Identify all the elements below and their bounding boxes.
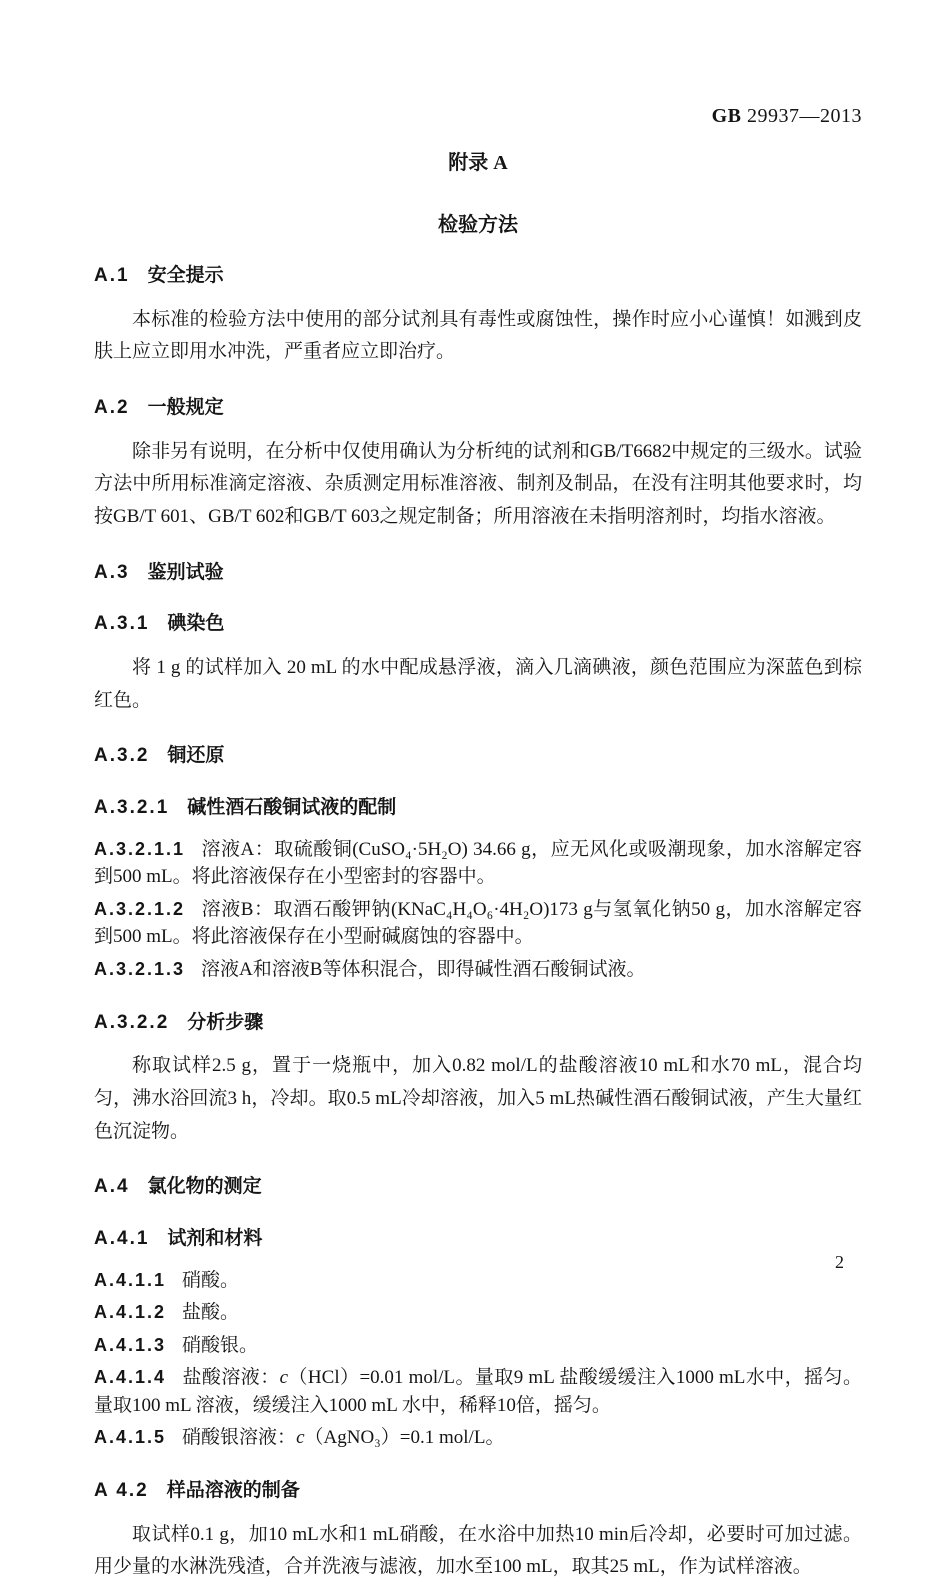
clause-a-3-2-1-2 — [94, 896, 862, 951]
heading-a-3 — [94, 561, 862, 586]
heading-title: 样品溶液的制备 — [166, 1479, 300, 1501]
clause-text: 溶液B：取酒石酸钾钠(KNaC₄H₄O₆·4H₂O)173 g与氢氧化钠50 g，加水溶解定容到500 mL。将此溶液保存在小型耐碱腐蚀的容器中。 — [94, 898, 862, 948]
paragraph-sample-preparation: 取试样0.1 g，加10 mL水和1 mL硝酸，在水浴中加热10 min后冷却，必要时可加过滤。用少量的水淋洗残渣，合并洗液与滤液，加水至100 mL，取其25 mL，作为试样溶液。 — [94, 1523, 862, 1578]
heading-a-2 — [94, 396, 862, 421]
heading-a-3-2 — [94, 744, 862, 769]
heading-title: 分析步骤 — [187, 1011, 264, 1033]
paragraph-safety: 本标准的检验方法中使用的部分试剂具有毒性或腐蚀性，操作时应小心谨慎！如溅到皮肤上应立即用水冲洗，严重者应立即治疗。 — [94, 308, 862, 363]
heading-number: A.3.2.2 — [94, 1011, 170, 1033]
clause-number: A.3.2.1.2 — [94, 898, 186, 919]
clause-number: A.3.2.1.1 — [94, 838, 186, 859]
clause-number: A.4.1.2 — [94, 1302, 167, 1323]
heading-a-4 — [94, 1175, 862, 1200]
standard-prefix: GB — [711, 105, 742, 127]
standard-number-header — [94, 104, 862, 128]
clause-a-4-1-1 — [94, 1267, 862, 1295]
clause-a-4-1-3 — [94, 1332, 862, 1360]
heading-title: 鉴别试验 — [147, 561, 224, 583]
heading-number: A.2 — [94, 397, 130, 419]
heading-a-4-1 — [94, 1227, 862, 1252]
heading-title: 安全提示 — [147, 265, 224, 286]
paragraph-analysis-steps: 称取试样2.5 g，置于一烧瓶中，加入0.82 mol/L的盐酸溶液10 mL和水70 mL，混合均匀，沸水浴回流3 h，冷却。取0.5 mL冷却溶液，加入5 mL热碱性酒石酸铜试液，产生大量红色沉淀物。 — [94, 1055, 862, 1142]
heading-a-3-2-2 — [94, 1011, 862, 1036]
heading-number: A.3.2.1 — [94, 797, 170, 819]
clause-number: A.3.2.1.3 — [94, 959, 186, 980]
clause-text: 硝酸。 — [182, 1269, 240, 1291]
clause-number: A.4.1.3 — [94, 1334, 167, 1355]
clause-a-4-1-2 — [94, 1299, 862, 1327]
heading-number: A.1 — [94, 265, 130, 286]
clause-number: A.4.1.1 — [94, 1269, 167, 1290]
document-title: 检验方法 — [438, 214, 518, 236]
clause-text: 溶液A和溶液B等体积混合，即得碱性酒石酸铜试液。 — [201, 959, 646, 981]
clause-number: A.4.1.4 — [94, 1367, 167, 1388]
heading-a-3-2-1 — [94, 796, 862, 821]
heading-number: A 4.2 — [94, 1479, 149, 1501]
clause-text: 盐酸。 — [182, 1302, 240, 1324]
paragraph-iodine-stain: 将 1 g 的试样加入 20 mL 的水中配成悬浮液，滴入几滴碘液，颜色范围应为深蓝色到棕红色。 — [94, 657, 862, 711]
clause-a-3-2-1-1 — [94, 836, 862, 891]
clause-text: 溶液A：取硫酸铜(CuSO₄·5H₂O) 34.66 g，应无风化或吸潮现象，加水溶解定容到500 mL。将此溶液保存在小型密封的容器中。 — [94, 838, 862, 888]
clause-number: A.4.1.5 — [94, 1427, 167, 1448]
clause-text: 硝酸银。 — [182, 1334, 259, 1356]
clause-group-reagents — [94, 1267, 862, 1452]
page-number: 2 — [835, 1252, 844, 1272]
clause-a-4-1-4 — [94, 1364, 862, 1419]
heading-number: A.4 — [94, 1176, 130, 1198]
heading-number: A.4.1 — [94, 1227, 150, 1249]
paragraph-general: 除非另有说明，在分析中仅使用确认为分析纯的试剂和GB/T6682中规定的三级水。试验方法中所用标准滴定溶液、杂质测定用标准溶液、制剂及制品，在没有注明其他要求时，均按GB/T 601、GB/T 602和GB/T 603之规定制备；所用溶液在未指明溶剂时，均指水溶液。 — [94, 440, 862, 528]
heading-a-3-1 — [94, 612, 862, 637]
clause-a-4-1-5 — [94, 1424, 862, 1452]
heading-number: A.3.1 — [94, 613, 150, 635]
heading-title: 碱性酒石酸铜试液的配制 — [187, 797, 397, 819]
appendix-title: 附录 A — [448, 152, 508, 174]
clause-text: 硝酸银溶液：c（AgNO₃）=0.1 mol/L。 — [182, 1427, 505, 1449]
heading-title: 铜还原 — [167, 745, 225, 767]
heading-a-1 — [94, 264, 862, 289]
heading-title: 试剂和材料 — [167, 1227, 263, 1249]
heading-title: 氯化物的测定 — [147, 1176, 262, 1198]
heading-a-4-2 — [94, 1479, 862, 1504]
heading-title: 碘染色 — [167, 613, 225, 635]
clause-group-solutions — [94, 836, 862, 984]
standard-number: 29937—2013 — [747, 105, 862, 127]
heading-title: 一般规定 — [147, 397, 224, 419]
heading-number: A.3.2 — [94, 745, 150, 767]
clause-text: 盐酸溶液：c（HCl）=0.01 mol/L。量取9 mL 盐酸缓缓注入1000 mL水中，摇匀。量取100 mL 溶液，缓缓注入1000 mL 水中，稀释10倍，摇匀。 — [94, 1367, 862, 1416]
heading-number: A.3 — [94, 561, 130, 583]
clause-a-3-2-1-3 — [94, 956, 862, 984]
